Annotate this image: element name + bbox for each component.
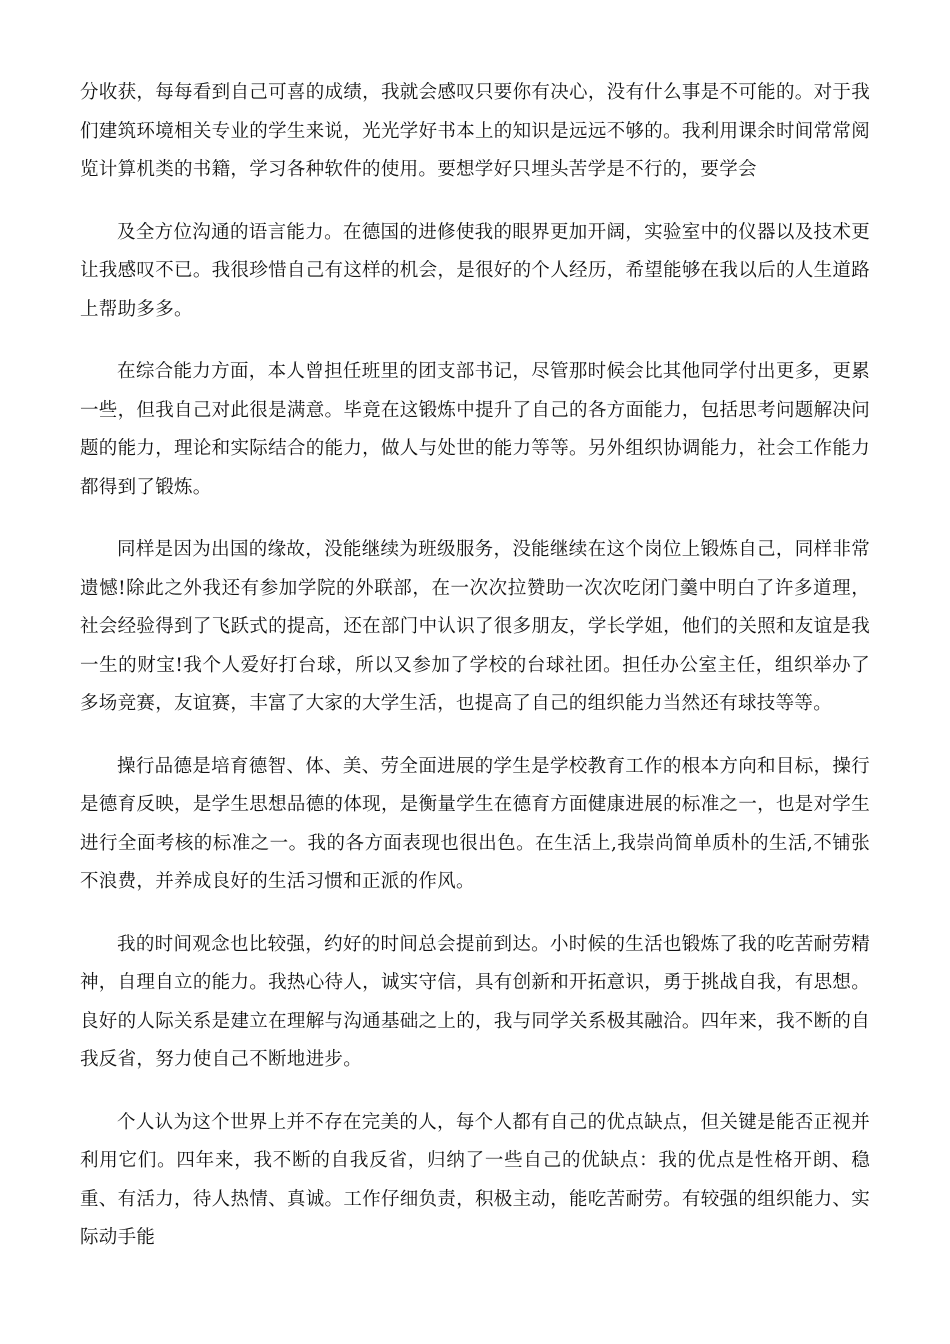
paragraph-moral-conduct: 操行品德是培育德智、体、美、劳全面进展的学生是学校教育工作的根本方向和目标，操行是德育反映，是学生思想品德的体现，是衡量学生在德育方面健康进展的标准之一，也是对学生进行全面考核的标准之一。我的各方面表现也很出色。在生活上,我崇尚简单质朴的生活,不铺张不浪费，并养成良好的生活习惯和正派的作风。: [80, 755, 870, 892]
paragraph-comprehensive-ability: 在综合能力方面，本人曾担任班里的团支部书记，尽管那时候会比其他同学付出更多，更累一些，但我自己对此很是满意。毕竟在这锻炼中提升了自己的各方面能力，包括思考问题解决问题的能力，理论和实际结合的能力，做人与处世的能力等等。另外组织协调能力，社会工作能力都得到了锻炼。: [80, 361, 870, 498]
paragraph-outreach-department: 同样是因为出国的缘故，没能继续为班级服务，没能继续在这个岗位上锻炼自己，同样非常遗憾!除此之外我还有参加学院的外联部，在一次次拉赞助一次次吃闭门羹中明白了许多道理，社会经验得到了飞跃式的提高，还在部门中认识了很多朋友，学长学姐，他们的关照和友谊是我一生的财宝!我个人爱好打台球，所以又参加了学校的台球社团。担任办公室主任，组织举办了多场竞赛，友谊赛，丰富了大家的大学生活，也提高了自己的组织能力当然还有球技等等。: [80, 539, 870, 714]
paragraph-continued: 分收获，每每看到自己可喜的成绩，我就会感叹只要你有决心，没有什么事是不可能的。对于我们建筑环境相关专业的学生来说，光光学好书本上的知识是远远不够的。我利用课余时间常常阅览计算机类的书籍，学习各种软件的使用。要想学好只埋头苦学是不行的，要学会: [80, 82, 870, 180]
document-body: [80, 74, 870, 1282]
paragraph-time-awareness: 我的时间观念也比较强，约好的时间总会提前到达。小时候的生活也锻炼了我的吃苦耐劳精神，自理自立的能力。我热心待人，诚实守信，具有创新和开拓意识，勇于挑战自我，有思想。良好的人际关系是建立在理解与沟通基础之上的，我与同学关系极其融洽。四年来，我不断的自我反省，努力使自己不断地进步。: [80, 933, 870, 1070]
paragraph-germany-study: 及全方位沟通的语言能力。在德国的进修使我的眼界更加开阔，实验室中的仪器以及技术更让我感叹不已。我很珍惜自己有这样的机会，是很好的个人经历，希望能够在我以后的人生道路上帮助多多。: [80, 221, 870, 320]
paragraph-strengths-weaknesses: 个人认为这个世界上并不存在完美的人，每个人都有自己的优点缺点，但关键是能否正视并利用它们。四年来，我不断的自我反省，归纳了一些自己的优缺点：我的优点是性格开朗、稳重、有活力，待人热情、真诚。工作仔细负责，积极主动，能吃苦耐劳。有较强的组织能力、实际动手能: [80, 1111, 870, 1248]
